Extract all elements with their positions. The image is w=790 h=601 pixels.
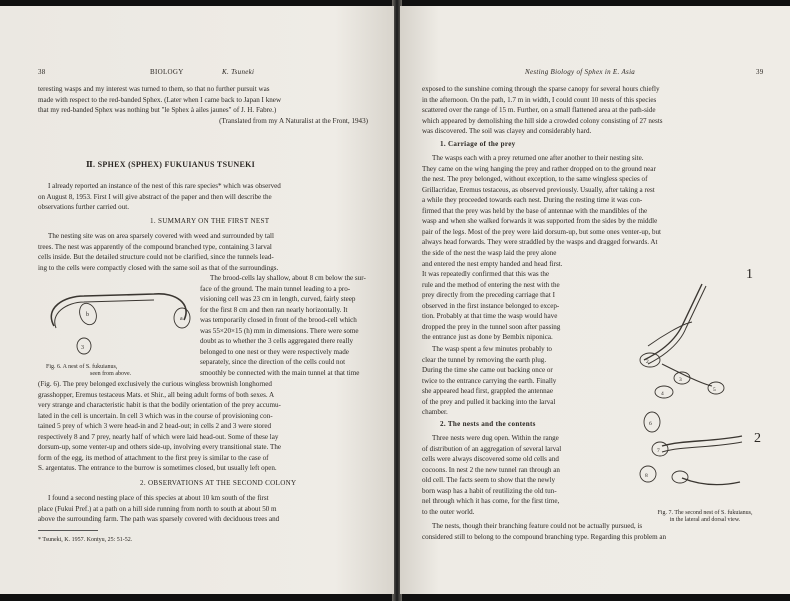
text-line: I already reported an instance of the nest of this rare species* which was observed <box>48 182 281 190</box>
text-line: for the first 8 cm and then ran nearly horizontally. It <box>200 305 348 314</box>
text-line: form of the egg, its method of attachment to the first prey is similar to the case of <box>38 453 269 462</box>
text-line: The wasps each with a prey returned one after another to their nesting site. <box>432 154 644 162</box>
text-line: It was repeatedly confirmed that this was the <box>422 270 550 279</box>
text-line: lated in the cell is uncertain. In cell 3 which was in the course of provisioning con- <box>38 411 273 420</box>
right-running-title: Nesting Biology of Sphex in E. Asia <box>525 68 636 76</box>
left-page-number: 38 <box>38 68 46 76</box>
text-line: observed in the first instance belonged to excep- <box>422 301 560 310</box>
text-line: which appeared by demolishing the hill side a crowded colony consisting of 27 nests <box>422 116 663 125</box>
fig6-label: a <box>180 316 183 322</box>
text-line: place (Fukui Pref.) at a path on a hill side running from north to south at about 50 m <box>38 504 277 513</box>
text-line: prey directly from the preceding carriage that I <box>422 291 555 300</box>
caption-line: Fig. 6. A nest of S. fukuianus, <box>46 364 118 370</box>
caption-line: Fig. 7. The second nest of S. fukuianus, <box>657 510 753 516</box>
paragraph-prey <box>38 379 368 474</box>
text-line: pair of the legs. Most of the prey were laid dorsum-up, but some ones venter-up, but <box>422 227 662 236</box>
text-line: was temporarily closed in front of the brood-cell which <box>200 316 357 325</box>
text-line: doubt as to whether the 3 cells aggregated there really <box>200 337 354 346</box>
figure-6-caption <box>46 364 196 379</box>
caption-line: seen from above. <box>90 371 132 378</box>
text-line: the entrance just as done by Bembix niponica. <box>422 333 553 342</box>
paragraph-second-colony <box>38 493 368 525</box>
text-line: They came on the wing hanging the prey and rather dropped on to the ground near <box>422 164 656 173</box>
text-line: on August 8, 1953. First I will give abstract of the paper and then will describe the <box>38 192 272 201</box>
text-line: twice to the entrance carrying the earth. Finally <box>422 376 557 385</box>
text-line: born wasp has a habit of reutilizing the old tun- <box>422 486 557 495</box>
fig7-label: 8 <box>645 473 648 479</box>
text-line: of the prey and pulled it backing into the larval <box>422 397 556 406</box>
caption-line: in the lateral and dorsal view. <box>669 517 741 524</box>
paragraph-nests <box>422 433 614 517</box>
text-line: belonged to one nest or they were respectively made <box>200 347 349 356</box>
text-line: Three nests were dug open. Within the range <box>432 434 559 442</box>
subheading-carriage: 1. Carriage of the prey <box>440 140 516 148</box>
paragraph-branching <box>422 521 760 542</box>
fig7-label: 3 <box>679 377 682 383</box>
text-line: firmed that the prey was held by the base of antennae with the mandibles of the <box>422 206 648 215</box>
footnote-divider <box>38 530 98 531</box>
subheading-nests: 2. The nests and the contents <box>440 420 536 428</box>
fig6-label: b <box>86 312 89 318</box>
fig7-label: 5 <box>713 387 716 393</box>
text-line: made with respect to the red-banded Sphex. (Later when I came back to Japan I knew <box>38 95 282 104</box>
text-line: the side of the nest the wasp laid the prey alone <box>422 249 557 257</box>
text-line: wasp and when she walked forwards it was supported from the sides by the middle <box>422 217 658 226</box>
text-line: a while they proceeded towards each nest. During the resting time it was con- <box>422 196 643 205</box>
text-line: S. argentatus. The entrance to the burrow is sometimes closed, but usually left open. <box>38 464 277 473</box>
text-line: dorsum-up, some venter-up and others side-up, involving every transitional state. The <box>38 443 282 452</box>
text-line: to the outer world. <box>422 507 475 516</box>
fig7-label: 2 <box>754 431 761 446</box>
paragraph-wrap-text <box>200 273 368 378</box>
text-line: rule and the method of entering the nest with the <box>422 280 560 289</box>
text-line: always head forwards. They were straddled by the wasps and dragged forwards. At <box>422 238 658 247</box>
text-line: The brood-cells lay shallow, about 8 cm below the sur- <box>210 274 366 282</box>
text-line: of distribution of an aggregation of several larval <box>422 444 562 453</box>
fig7-label: 4 <box>661 391 664 397</box>
text-line: face of the ground. The main tunnel leading to a pro- <box>200 284 351 293</box>
intro-text <box>38 84 368 126</box>
text-line: ing to the cells were compactly closed with the same soil as that of the surroundings. <box>38 263 279 272</box>
text-line: dropped the prey in the tunnel soon after passing <box>422 322 561 331</box>
text-line: cells inside. But the detailed structure could not be clarified, since the tunnels lead- <box>38 253 274 262</box>
text-line: smoothly be connected with the main tunnel at that time <box>200 368 360 377</box>
figure-7-nest-diagram <box>622 256 782 506</box>
text-line: old cell. The facts seem to show that the newly <box>422 476 556 485</box>
text-line: and entered the nest empty handed and head first. <box>422 259 563 268</box>
text-line: The wasp spent a few minutes probably to <box>432 345 552 353</box>
text-line: above the surrounding farm. The path was sparsely covered with deciduous trees and <box>38 515 280 524</box>
text-line: very strange and characteristic habit is that the bodily orientation of the prey accumu- <box>38 401 281 410</box>
left-running-author: K. Tsuneki <box>222 68 255 76</box>
text-line: exposed to the sunshine coming through the sparse canopy for several hours chiefly <box>422 85 660 93</box>
text-line: tained 5 prey of which 3 were head-in and 2 head-out; in cells 2 and 3 were stored <box>38 422 272 431</box>
right-page <box>400 6 790 594</box>
right-page-number: 39 <box>756 68 764 76</box>
text-line: chamber. <box>422 408 448 417</box>
paragraph-tunnel <box>422 344 614 418</box>
text-line: the nest. The prey belonged, without exception, to the same wingless species of <box>422 175 648 184</box>
text-line: cells were always discovered some old cells and <box>422 455 559 464</box>
text-line: that my red-banded Sphex was nothing but "le Sphex à ailes jaunes" of J. H. Fabre.) <box>38 106 277 115</box>
subheading-second-colony: 2. OBSERVATIONS AT THE SECOND COLONY <box>140 479 297 487</box>
text-line: in the afternoon. On the path, 1.7 m in width, I could count 10 nests of this species <box>422 95 657 104</box>
footnote: * Tsuneki, K. 1957. Kontyu, 25: 51-52. <box>38 537 133 543</box>
text-line: separately, since the direction of the cells could not <box>200 358 346 367</box>
text-line: The nesting site was on area sparsely covered with weed and surrounded by tall <box>48 232 274 240</box>
left-page <box>0 6 394 594</box>
fig7-label: 6 <box>649 421 652 427</box>
text-line: observations further carried out. <box>38 203 130 212</box>
subheading-summary: 1. SUMMARY ON THE FIRST NEST <box>150 217 270 225</box>
text-line: The nests, though their branching feature could not be actually pursued, is <box>432 522 643 530</box>
text-line: nel through which it has come, for the first time, <box>422 497 560 506</box>
text-line: clear the tunnel by removing the earth plug. <box>422 355 547 364</box>
text-line: I found a second nesting place of this species at about 10 km south of the first <box>48 494 269 502</box>
paragraph-carriage <box>422 153 760 248</box>
text-line: teresting wasps and my interest was turned to them, so that no further pursuit was <box>38 85 270 93</box>
text-line: she appeared head first, grappled the antennae <box>422 387 553 396</box>
paragraph-exposed <box>422 84 760 137</box>
fig6-label: 3 <box>81 345 84 351</box>
paragraph-carriage-wrap <box>422 248 614 343</box>
fig7-label: 1 <box>746 267 753 282</box>
text-line: scattered over the range of 15 m. Further, on a small flattened area at the path-side <box>422 106 656 115</box>
fig7-label: 2 <box>646 359 649 365</box>
intro-citation: (Translated from my A Naturalist at the Front, 1943) <box>219 116 368 125</box>
text-line: grasshopper, Eremus testaceus Mats. et Shir., all being adult forms of both sexes. A <box>38 390 275 399</box>
figure-6-nest-diagram <box>44 278 194 358</box>
text-line: respectively 8 and 7 prey, nearly half of which were laid head-out. Some of these lay <box>38 432 279 441</box>
section-heading: Ⅱ. SPHEX (SPHEX) FUKUIANUS TSUNEKI <box>86 160 256 169</box>
fig7-label: 7 <box>657 448 660 454</box>
text-line: Grillacridae, Eremus testaceus, as observed previously. Usually, after taking a rest <box>422 185 655 194</box>
paragraph-intro <box>38 181 368 213</box>
text-line: considered still to belong to the compound branching type. Regarding this problem an <box>422 532 667 541</box>
text-line: trees. The nest was apparently of the compound branched type, containing 3 larval <box>38 242 272 251</box>
text-line: cocoons. In nest 2 the new tunnel ran through an <box>422 465 560 474</box>
text-line: (Fig. 6). The prey belonged exclusively the curious wingless brownish longhorned <box>38 380 272 388</box>
paragraph-nesting-site <box>38 231 368 273</box>
text-line: tion. Probably at that time the wasp would have <box>422 312 558 321</box>
text-line: visioning cell was 23 cm in length, curved, fairly steep <box>200 295 356 304</box>
left-running-section: BIOLOGY <box>150 68 184 76</box>
text-line: was 55×20×15 (h) mm in dimensions. There were some <box>200 326 359 335</box>
text-line: During the time she came out backing once or <box>422 366 553 375</box>
text-line: was discovered. The soil was clayey and considerably hard. <box>422 127 592 136</box>
